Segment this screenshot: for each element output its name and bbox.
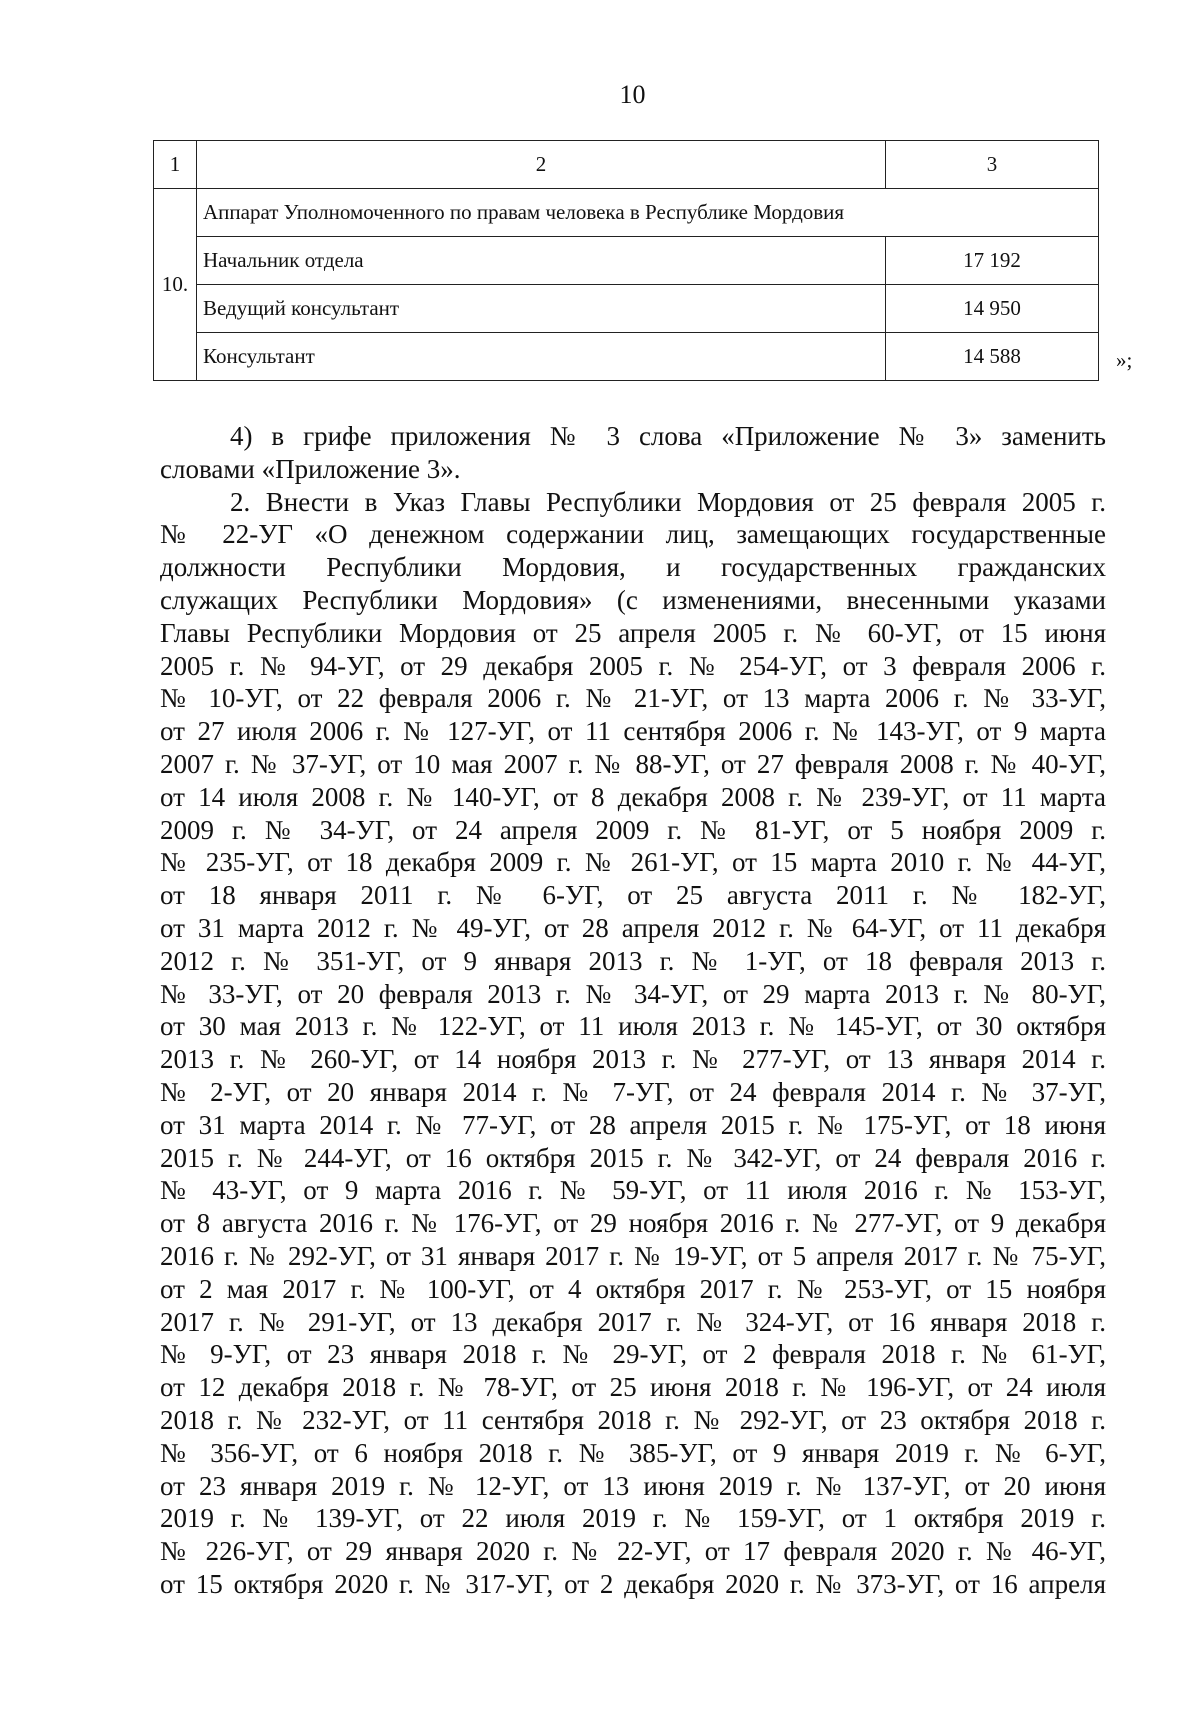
text-line: от 15 октября 2020 г. № 317-УГ, от 2 декабря 2020 г. № 373-УГ, от 16 апреля [160, 1568, 1106, 1599]
text-line: 2. Внести в Указ Главы Республики Мордовия от 25 февраля 2005 г. [230, 486, 1106, 517]
text-line: № 2-УГ, от 20 января 2014 г. № 7-УГ, от 24 февраля 2014 г. № 37-УГ, [160, 1076, 1106, 1107]
text-line: 2007 г. № 37-УГ, от 10 мая 2007 г. № 88-УГ, от 27 февраля 2008 г. № 40-УГ, [160, 748, 1106, 779]
document-body [160, 420, 1106, 1601]
text-line: от 31 марта 2014 г. № 77-УГ, от 28 апреля 2015 г. № 175-УГ, от 18 июня [160, 1109, 1106, 1140]
text-line: от 27 июля 2006 г. № 127-УГ, от 11 сентября 2006 г. № 143-УГ, от 9 марта [160, 716, 1106, 747]
table-row [154, 237, 1099, 285]
text-line: от 30 мая 2013 г. № 122-УГ, от 11 июля 2013 г. № 145-УГ, от 30 октября [160, 1011, 1106, 1042]
text-line: № 43-УГ, от 9 марта 2016 г. № 59-УГ, от 11 июля 2016 г. № 153-УГ, [160, 1175, 1106, 1206]
text-line: от 12 декабря 2018 г. № 78-УГ, от 25 июня 2018 г. № 196-УГ, от 24 июля [160, 1372, 1106, 1403]
text-line: 2019 г. № 139-УГ, от 22 июля 2019 г. № 159-УГ, от 1 октября 2019 г. [160, 1503, 1106, 1534]
text-line: должности Республики Мордовия, и государственных гражданских [160, 552, 1106, 583]
text-line: № 10-УГ, от 22 февраля 2006 г. № 21-УГ, от 13 марта 2006 г. № 33-УГ, [160, 683, 1106, 714]
text-line: № 33-УГ, от 20 февраля 2013 г. № 34-УГ, от 29 марта 2013 г. № 80-УГ, [160, 978, 1106, 1009]
text-line: № 22-УГ «О денежном содержании лиц, замещающих государственные [160, 519, 1106, 550]
table-row [154, 285, 1099, 333]
text-line: № 226-УГ, от 29 января 2020 г. № 22-УГ, от 17 февраля 2020 г. № 46-УГ, [160, 1536, 1106, 1567]
table-row [154, 333, 1099, 381]
text-line: словами «Приложение 3». [160, 453, 461, 484]
section-title: Аппарат Уполномоченного по правам человека в Республике Мордовия [197, 189, 1099, 237]
salary-table [153, 140, 1099, 381]
salary-value: 14 588 [886, 333, 1099, 381]
paragraph [160, 420, 1106, 486]
text-line: 2016 г. № 292-УГ, от 31 января 2017 г. № 19-УГ, от 5 апреля 2017 г. № 75-УГ, [160, 1240, 1106, 1271]
text-line: 2005 г. № 94-УГ, от 29 декабря 2005 г. № 254-УГ, от 3 февраля 2006 г. [160, 650, 1106, 681]
text-line: 2018 г. № 232-УГ, от 11 сентября 2018 г. № 292-УГ, от 23 октября 2018 г. [160, 1404, 1106, 1435]
text-line: № 235-УГ, от 18 декабря 2009 г. № 261-УГ, от 15 марта 2010 г. № 44-УГ, [160, 847, 1106, 878]
table-closing-mark: »; [1116, 348, 1133, 372]
text-line: 2017 г. № 291-УГ, от 13 декабря 2017 г. № 324-УГ, от 16 января 2018 г. [160, 1306, 1106, 1337]
paragraph [160, 486, 1106, 1601]
table-header-row [154, 141, 1099, 189]
text-line: от 2 мая 2017 г. № 100-УГ, от 4 октября 2017 г. № 253-УГ, от 15 ноября [160, 1273, 1106, 1304]
text-line: от 14 июля 2008 г. № 140-УГ, от 8 декабря 2008 г. № 239-УГ, от 11 марта [160, 781, 1106, 812]
position-name: Консультант [197, 333, 886, 381]
table-section-row [154, 189, 1099, 237]
section-number: 10. [154, 189, 197, 381]
text-line: 2015 г. № 244-УГ, от 16 октября 2015 г. № 342-УГ, от 24 февраля 2016 г. [160, 1142, 1106, 1173]
text-line: № 356-УГ, от 6 ноября 2018 г. № 385-УГ, от 9 января 2019 г. № 6-УГ, [160, 1437, 1106, 1468]
page-number: 10 [619, 80, 646, 109]
text-line: служащих Республики Мордовия» (с изменениями, внесенными указами [160, 584, 1106, 615]
text-line: 4) в грифе приложения № 3 слова «Приложение № 3» заменить [230, 421, 1106, 451]
text-line: 2009 г. № 34-УГ, от 24 апреля 2009 г. № 81-УГ, от 5 ноября 2009 г. [160, 814, 1106, 845]
text-line: от 18 января 2011 г. № 6-УГ, от 25 августа 2011 г. № 182-УГ, [160, 880, 1106, 911]
table-header-cell: 1 [154, 141, 197, 189]
table-header-cell: 2 [197, 141, 886, 189]
text-line: 2012 г. № 351-УГ, от 9 января 2013 г. № 1-УГ, от 18 февраля 2013 г. [160, 945, 1106, 976]
text-line: Главы Республики Мордовия от 25 апреля 2005 г. № 60-УГ, от 15 июня [160, 617, 1106, 648]
salary-value: 17 192 [886, 237, 1099, 285]
text-line: 2013 г. № 260-УГ, от 14 ноября 2013 г. № 277-УГ, от 13 января 2014 г. [160, 1044, 1106, 1075]
salary-value: 14 950 [886, 285, 1099, 333]
text-line: от 31 марта 2012 г. № 49-УГ, от 28 апреля 2012 г. № 64-УГ, от 11 декабря [160, 912, 1106, 943]
text-line: от 8 августа 2016 г. № 176-УГ, от 29 ноября 2016 г. № 277-УГ, от 9 декабря [160, 1208, 1106, 1239]
text-line: № 9-УГ, от 23 января 2018 г. № 29-УГ, от 2 февраля 2018 г. № 61-УГ, [160, 1339, 1106, 1370]
table-header-cell: 3 [886, 141, 1099, 189]
text-line: от 23 января 2019 г. № 12-УГ, от 13 июня 2019 г. № 137-УГ, от 20 июня [160, 1470, 1106, 1501]
position-name: Ведущий консультант [197, 285, 886, 333]
position-name: Начальник отдела [197, 237, 886, 285]
